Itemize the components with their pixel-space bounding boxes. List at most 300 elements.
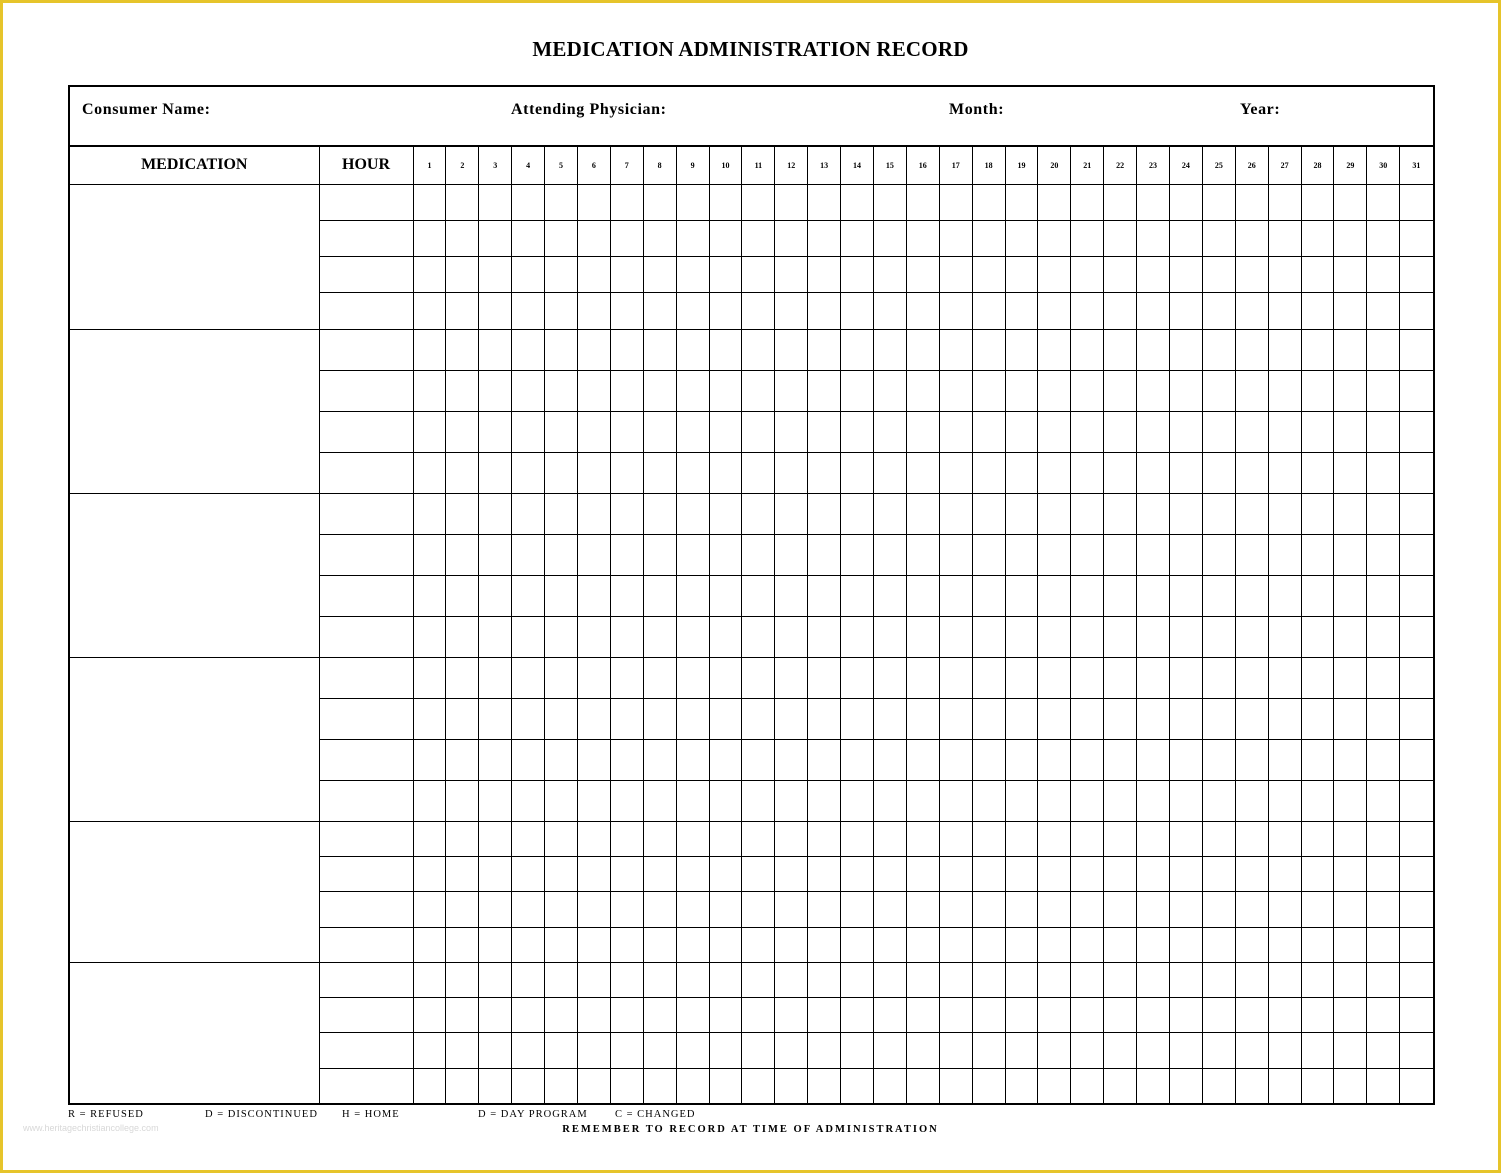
- day-cell-29[interactable]: [1334, 892, 1367, 927]
- day-cell-30[interactable]: [1367, 962, 1400, 997]
- hour-cell[interactable]: [319, 411, 413, 452]
- day-cell-8[interactable]: [643, 1068, 676, 1103]
- day-cell-24[interactable]: [1169, 739, 1202, 780]
- day-cell-3[interactable]: [479, 616, 512, 657]
- day-cell-7[interactable]: [610, 1068, 643, 1103]
- day-cell-13[interactable]: [808, 698, 841, 739]
- day-cell-30[interactable]: [1367, 293, 1400, 329]
- day-cell-10[interactable]: [709, 293, 742, 329]
- day-cell-4[interactable]: [512, 998, 545, 1033]
- day-cell-23[interactable]: [1137, 698, 1170, 739]
- day-cell-22[interactable]: [1104, 616, 1137, 657]
- hour-cell[interactable]: [319, 962, 413, 997]
- day-cell-1[interactable]: [413, 698, 446, 739]
- day-cell-14[interactable]: [841, 698, 874, 739]
- day-cell-21[interactable]: [1071, 892, 1104, 927]
- day-cell-17[interactable]: [939, 856, 972, 891]
- day-cell-24[interactable]: [1169, 892, 1202, 927]
- day-cell-27[interactable]: [1268, 411, 1301, 452]
- day-cell-29[interactable]: [1334, 780, 1367, 821]
- day-cell-10[interactable]: [709, 998, 742, 1033]
- day-cell-9[interactable]: [676, 962, 709, 997]
- day-cell-17[interactable]: [939, 575, 972, 616]
- day-cell-12[interactable]: [775, 616, 808, 657]
- day-cell-27[interactable]: [1268, 184, 1301, 220]
- day-cell-5[interactable]: [545, 698, 578, 739]
- day-cell-16[interactable]: [906, 257, 939, 293]
- day-cell-17[interactable]: [939, 370, 972, 411]
- day-cell-6[interactable]: [577, 411, 610, 452]
- day-cell-10[interactable]: [709, 616, 742, 657]
- day-cell-9[interactable]: [676, 698, 709, 739]
- day-cell-14[interactable]: [841, 616, 874, 657]
- day-cell-17[interactable]: [939, 452, 972, 493]
- hour-cell[interactable]: [319, 1033, 413, 1068]
- day-cell-30[interactable]: [1367, 657, 1400, 698]
- day-cell-7[interactable]: [610, 927, 643, 962]
- hour-cell[interactable]: [319, 998, 413, 1033]
- day-cell-26[interactable]: [1235, 698, 1268, 739]
- day-cell-28[interactable]: [1301, 856, 1334, 891]
- day-cell-6[interactable]: [577, 821, 610, 856]
- day-cell-3[interactable]: [479, 220, 512, 256]
- day-cell-1[interactable]: [413, 739, 446, 780]
- day-cell-21[interactable]: [1071, 452, 1104, 493]
- day-cell-5[interactable]: [545, 411, 578, 452]
- day-cell-24[interactable]: [1169, 1033, 1202, 1068]
- day-cell-10[interactable]: [709, 184, 742, 220]
- day-cell-16[interactable]: [906, 370, 939, 411]
- day-cell-26[interactable]: [1235, 220, 1268, 256]
- day-cell-4[interactable]: [512, 821, 545, 856]
- hour-cell[interactable]: [319, 184, 413, 220]
- day-cell-12[interactable]: [775, 220, 808, 256]
- day-cell-21[interactable]: [1071, 780, 1104, 821]
- day-cell-28[interactable]: [1301, 616, 1334, 657]
- day-cell-23[interactable]: [1137, 534, 1170, 575]
- day-cell-23[interactable]: [1137, 780, 1170, 821]
- day-cell-16[interactable]: [906, 329, 939, 370]
- day-cell-23[interactable]: [1137, 927, 1170, 962]
- day-cell-20[interactable]: [1038, 1033, 1071, 1068]
- day-cell-28[interactable]: [1301, 1068, 1334, 1103]
- day-cell-15[interactable]: [873, 184, 906, 220]
- day-cell-19[interactable]: [1005, 1033, 1038, 1068]
- day-cell-4[interactable]: [512, 370, 545, 411]
- day-cell-8[interactable]: [643, 927, 676, 962]
- day-cell-7[interactable]: [610, 184, 643, 220]
- day-cell-8[interactable]: [643, 452, 676, 493]
- day-cell-12[interactable]: [775, 329, 808, 370]
- day-cell-22[interactable]: [1104, 927, 1137, 962]
- day-cell-31[interactable]: [1400, 657, 1433, 698]
- day-cell-9[interactable]: [676, 411, 709, 452]
- day-cell-27[interactable]: [1268, 1033, 1301, 1068]
- day-cell-14[interactable]: [841, 739, 874, 780]
- day-cell-9[interactable]: [676, 856, 709, 891]
- day-cell-7[interactable]: [610, 780, 643, 821]
- day-cell-5[interactable]: [545, 534, 578, 575]
- day-cell-2[interactable]: [446, 962, 479, 997]
- day-cell-13[interactable]: [808, 370, 841, 411]
- day-cell-26[interactable]: [1235, 293, 1268, 329]
- day-cell-10[interactable]: [709, 856, 742, 891]
- day-cell-30[interactable]: [1367, 1033, 1400, 1068]
- day-cell-20[interactable]: [1038, 927, 1071, 962]
- day-cell-31[interactable]: [1400, 370, 1433, 411]
- day-cell-13[interactable]: [808, 962, 841, 997]
- day-cell-14[interactable]: [841, 998, 874, 1033]
- day-cell-26[interactable]: [1235, 739, 1268, 780]
- day-cell-4[interactable]: [512, 452, 545, 493]
- day-cell-19[interactable]: [1005, 575, 1038, 616]
- day-cell-8[interactable]: [643, 411, 676, 452]
- day-cell-14[interactable]: [841, 257, 874, 293]
- day-cell-18[interactable]: [972, 927, 1005, 962]
- day-cell-7[interactable]: [610, 998, 643, 1033]
- day-cell-24[interactable]: [1169, 698, 1202, 739]
- hour-cell[interactable]: [319, 856, 413, 891]
- day-cell-15[interactable]: [873, 657, 906, 698]
- day-cell-2[interactable]: [446, 657, 479, 698]
- day-cell-28[interactable]: [1301, 575, 1334, 616]
- day-cell-2[interactable]: [446, 534, 479, 575]
- day-cell-12[interactable]: [775, 534, 808, 575]
- day-cell-7[interactable]: [610, 575, 643, 616]
- day-cell-25[interactable]: [1202, 962, 1235, 997]
- day-cell-17[interactable]: [939, 616, 972, 657]
- day-cell-19[interactable]: [1005, 856, 1038, 891]
- day-cell-5[interactable]: [545, 452, 578, 493]
- day-cell-25[interactable]: [1202, 856, 1235, 891]
- day-cell-19[interactable]: [1005, 452, 1038, 493]
- day-cell-7[interactable]: [610, 856, 643, 891]
- day-cell-25[interactable]: [1202, 927, 1235, 962]
- day-cell-5[interactable]: [545, 616, 578, 657]
- day-cell-4[interactable]: [512, 856, 545, 891]
- day-cell-5[interactable]: [545, 1068, 578, 1103]
- day-cell-6[interactable]: [577, 998, 610, 1033]
- day-cell-29[interactable]: [1334, 739, 1367, 780]
- day-cell-20[interactable]: [1038, 1068, 1071, 1103]
- day-cell-29[interactable]: [1334, 329, 1367, 370]
- day-cell-31[interactable]: [1400, 616, 1433, 657]
- day-cell-7[interactable]: [610, 534, 643, 575]
- day-cell-29[interactable]: [1334, 962, 1367, 997]
- day-cell-1[interactable]: [413, 892, 446, 927]
- day-cell-1[interactable]: [413, 962, 446, 997]
- day-cell-20[interactable]: [1038, 821, 1071, 856]
- day-cell-3[interactable]: [479, 927, 512, 962]
- day-cell-21[interactable]: [1071, 370, 1104, 411]
- day-cell-18[interactable]: [972, 657, 1005, 698]
- day-cell-21[interactable]: [1071, 998, 1104, 1033]
- day-cell-18[interactable]: [972, 892, 1005, 927]
- day-cell-3[interactable]: [479, 780, 512, 821]
- day-cell-6[interactable]: [577, 370, 610, 411]
- day-cell-6[interactable]: [577, 534, 610, 575]
- day-cell-30[interactable]: [1367, 892, 1400, 927]
- day-cell-21[interactable]: [1071, 616, 1104, 657]
- day-cell-26[interactable]: [1235, 534, 1268, 575]
- day-cell-19[interactable]: [1005, 657, 1038, 698]
- day-cell-24[interactable]: [1169, 962, 1202, 997]
- day-cell-14[interactable]: [841, 780, 874, 821]
- day-cell-1[interactable]: [413, 493, 446, 534]
- day-cell-31[interactable]: [1400, 821, 1433, 856]
- day-cell-25[interactable]: [1202, 411, 1235, 452]
- day-cell-9[interactable]: [676, 892, 709, 927]
- day-cell-15[interactable]: [873, 856, 906, 891]
- day-cell-15[interactable]: [873, 293, 906, 329]
- day-cell-9[interactable]: [676, 370, 709, 411]
- day-cell-15[interactable]: [873, 575, 906, 616]
- day-cell-3[interactable]: [479, 856, 512, 891]
- day-cell-11[interactable]: [742, 493, 775, 534]
- day-cell-22[interactable]: [1104, 821, 1137, 856]
- hour-cell[interactable]: [319, 575, 413, 616]
- day-cell-5[interactable]: [545, 856, 578, 891]
- day-cell-4[interactable]: [512, 892, 545, 927]
- day-cell-14[interactable]: [841, 856, 874, 891]
- day-cell-10[interactable]: [709, 698, 742, 739]
- day-cell-28[interactable]: [1301, 184, 1334, 220]
- day-cell-10[interactable]: [709, 1068, 742, 1103]
- day-cell-9[interactable]: [676, 293, 709, 329]
- day-cell-1[interactable]: [413, 370, 446, 411]
- day-cell-25[interactable]: [1202, 370, 1235, 411]
- day-cell-13[interactable]: [808, 534, 841, 575]
- day-cell-22[interactable]: [1104, 892, 1137, 927]
- day-cell-15[interactable]: [873, 1068, 906, 1103]
- day-cell-9[interactable]: [676, 998, 709, 1033]
- day-cell-11[interactable]: [742, 892, 775, 927]
- day-cell-18[interactable]: [972, 780, 1005, 821]
- day-cell-4[interactable]: [512, 1068, 545, 1103]
- day-cell-27[interactable]: [1268, 220, 1301, 256]
- day-cell-11[interactable]: [742, 257, 775, 293]
- day-cell-2[interactable]: [446, 739, 479, 780]
- day-cell-31[interactable]: [1400, 998, 1433, 1033]
- day-cell-18[interactable]: [972, 1033, 1005, 1068]
- day-cell-15[interactable]: [873, 411, 906, 452]
- day-cell-5[interactable]: [545, 493, 578, 534]
- day-cell-26[interactable]: [1235, 780, 1268, 821]
- day-cell-10[interactable]: [709, 892, 742, 927]
- day-cell-26[interactable]: [1235, 184, 1268, 220]
- day-cell-19[interactable]: [1005, 821, 1038, 856]
- day-cell-25[interactable]: [1202, 575, 1235, 616]
- day-cell-20[interactable]: [1038, 616, 1071, 657]
- day-cell-19[interactable]: [1005, 698, 1038, 739]
- day-cell-25[interactable]: [1202, 780, 1235, 821]
- day-cell-29[interactable]: [1334, 856, 1367, 891]
- day-cell-31[interactable]: [1400, 892, 1433, 927]
- day-cell-10[interactable]: [709, 575, 742, 616]
- day-cell-20[interactable]: [1038, 780, 1071, 821]
- day-cell-5[interactable]: [545, 927, 578, 962]
- day-cell-12[interactable]: [775, 998, 808, 1033]
- day-cell-16[interactable]: [906, 616, 939, 657]
- day-cell-29[interactable]: [1334, 657, 1367, 698]
- day-cell-11[interactable]: [742, 698, 775, 739]
- day-cell-24[interactable]: [1169, 856, 1202, 891]
- day-cell-17[interactable]: [939, 534, 972, 575]
- day-cell-13[interactable]: [808, 1068, 841, 1103]
- day-cell-2[interactable]: [446, 1068, 479, 1103]
- day-cell-23[interactable]: [1137, 329, 1170, 370]
- day-cell-17[interactable]: [939, 780, 972, 821]
- day-cell-24[interactable]: [1169, 329, 1202, 370]
- day-cell-11[interactable]: [742, 1033, 775, 1068]
- day-cell-9[interactable]: [676, 257, 709, 293]
- day-cell-1[interactable]: [413, 657, 446, 698]
- day-cell-2[interactable]: [446, 780, 479, 821]
- hour-cell[interactable]: [319, 892, 413, 927]
- day-cell-15[interactable]: [873, 962, 906, 997]
- day-cell-27[interactable]: [1268, 780, 1301, 821]
- day-cell-8[interactable]: [643, 293, 676, 329]
- medication-cell-4[interactable]: [70, 657, 319, 821]
- day-cell-22[interactable]: [1104, 534, 1137, 575]
- day-cell-19[interactable]: [1005, 184, 1038, 220]
- day-cell-31[interactable]: [1400, 1068, 1433, 1103]
- day-cell-14[interactable]: [841, 184, 874, 220]
- day-cell-18[interactable]: [972, 411, 1005, 452]
- day-cell-28[interactable]: [1301, 452, 1334, 493]
- day-cell-23[interactable]: [1137, 962, 1170, 997]
- day-cell-23[interactable]: [1137, 856, 1170, 891]
- day-cell-26[interactable]: [1235, 892, 1268, 927]
- day-cell-6[interactable]: [577, 575, 610, 616]
- day-cell-15[interactable]: [873, 998, 906, 1033]
- day-cell-29[interactable]: [1334, 534, 1367, 575]
- day-cell-26[interactable]: [1235, 575, 1268, 616]
- day-cell-18[interactable]: [972, 329, 1005, 370]
- day-cell-23[interactable]: [1137, 293, 1170, 329]
- day-cell-16[interactable]: [906, 962, 939, 997]
- day-cell-31[interactable]: [1400, 927, 1433, 962]
- day-cell-27[interactable]: [1268, 575, 1301, 616]
- day-cell-3[interactable]: [479, 411, 512, 452]
- hour-cell[interactable]: [319, 780, 413, 821]
- day-cell-13[interactable]: [808, 257, 841, 293]
- day-cell-13[interactable]: [808, 927, 841, 962]
- day-cell-3[interactable]: [479, 370, 512, 411]
- day-cell-30[interactable]: [1367, 780, 1400, 821]
- day-cell-27[interactable]: [1268, 1068, 1301, 1103]
- day-cell-22[interactable]: [1104, 1033, 1137, 1068]
- day-cell-13[interactable]: [808, 616, 841, 657]
- day-cell-26[interactable]: [1235, 257, 1268, 293]
- day-cell-13[interactable]: [808, 452, 841, 493]
- day-cell-20[interactable]: [1038, 534, 1071, 575]
- day-cell-21[interactable]: [1071, 220, 1104, 256]
- day-cell-1[interactable]: [413, 293, 446, 329]
- day-cell-17[interactable]: [939, 493, 972, 534]
- day-cell-29[interactable]: [1334, 821, 1367, 856]
- hour-cell[interactable]: [319, 821, 413, 856]
- day-cell-25[interactable]: [1202, 739, 1235, 780]
- day-cell-25[interactable]: [1202, 329, 1235, 370]
- hour-cell[interactable]: [319, 927, 413, 962]
- day-cell-9[interactable]: [676, 739, 709, 780]
- day-cell-24[interactable]: [1169, 452, 1202, 493]
- day-cell-6[interactable]: [577, 657, 610, 698]
- day-cell-11[interactable]: [742, 962, 775, 997]
- day-cell-30[interactable]: [1367, 856, 1400, 891]
- day-cell-23[interactable]: [1137, 257, 1170, 293]
- day-cell-12[interactable]: [775, 1068, 808, 1103]
- day-cell-24[interactable]: [1169, 493, 1202, 534]
- day-cell-5[interactable]: [545, 657, 578, 698]
- day-cell-28[interactable]: [1301, 998, 1334, 1033]
- day-cell-30[interactable]: [1367, 411, 1400, 452]
- day-cell-2[interactable]: [446, 698, 479, 739]
- day-cell-2[interactable]: [446, 1033, 479, 1068]
- day-cell-16[interactable]: [906, 575, 939, 616]
- day-cell-17[interactable]: [939, 821, 972, 856]
- day-cell-25[interactable]: [1202, 534, 1235, 575]
- day-cell-22[interactable]: [1104, 962, 1137, 997]
- medication-cell-3[interactable]: [70, 493, 319, 657]
- day-cell-26[interactable]: [1235, 616, 1268, 657]
- day-cell-24[interactable]: [1169, 616, 1202, 657]
- day-cell-21[interactable]: [1071, 575, 1104, 616]
- medication-cell-5[interactable]: [70, 821, 319, 962]
- day-cell-25[interactable]: [1202, 821, 1235, 856]
- day-cell-29[interactable]: [1334, 184, 1367, 220]
- day-cell-23[interactable]: [1137, 184, 1170, 220]
- day-cell-18[interactable]: [972, 493, 1005, 534]
- day-cell-26[interactable]: [1235, 927, 1268, 962]
- day-cell-1[interactable]: [413, 616, 446, 657]
- day-cell-31[interactable]: [1400, 575, 1433, 616]
- day-cell-1[interactable]: [413, 220, 446, 256]
- day-cell-6[interactable]: [577, 452, 610, 493]
- day-cell-3[interactable]: [479, 575, 512, 616]
- day-cell-16[interactable]: [906, 856, 939, 891]
- day-cell-4[interactable]: [512, 698, 545, 739]
- day-cell-22[interactable]: [1104, 575, 1137, 616]
- day-cell-12[interactable]: [775, 780, 808, 821]
- day-cell-14[interactable]: [841, 927, 874, 962]
- day-cell-18[interactable]: [972, 257, 1005, 293]
- day-cell-5[interactable]: [545, 184, 578, 220]
- day-cell-14[interactable]: [841, 892, 874, 927]
- day-cell-10[interactable]: [709, 257, 742, 293]
- day-cell-1[interactable]: [413, 257, 446, 293]
- day-cell-23[interactable]: [1137, 220, 1170, 256]
- day-cell-30[interactable]: [1367, 220, 1400, 256]
- day-cell-10[interactable]: [709, 962, 742, 997]
- day-cell-4[interactable]: [512, 293, 545, 329]
- day-cell-22[interactable]: [1104, 293, 1137, 329]
- day-cell-22[interactable]: [1104, 452, 1137, 493]
- day-cell-7[interactable]: [610, 329, 643, 370]
- day-cell-7[interactable]: [610, 370, 643, 411]
- day-cell-13[interactable]: [808, 780, 841, 821]
- day-cell-4[interactable]: [512, 329, 545, 370]
- day-cell-31[interactable]: [1400, 780, 1433, 821]
- day-cell-29[interactable]: [1334, 370, 1367, 411]
- day-cell-4[interactable]: [512, 657, 545, 698]
- day-cell-20[interactable]: [1038, 329, 1071, 370]
- day-cell-31[interactable]: [1400, 698, 1433, 739]
- day-cell-25[interactable]: [1202, 1033, 1235, 1068]
- hour-cell[interactable]: [319, 370, 413, 411]
- day-cell-8[interactable]: [643, 220, 676, 256]
